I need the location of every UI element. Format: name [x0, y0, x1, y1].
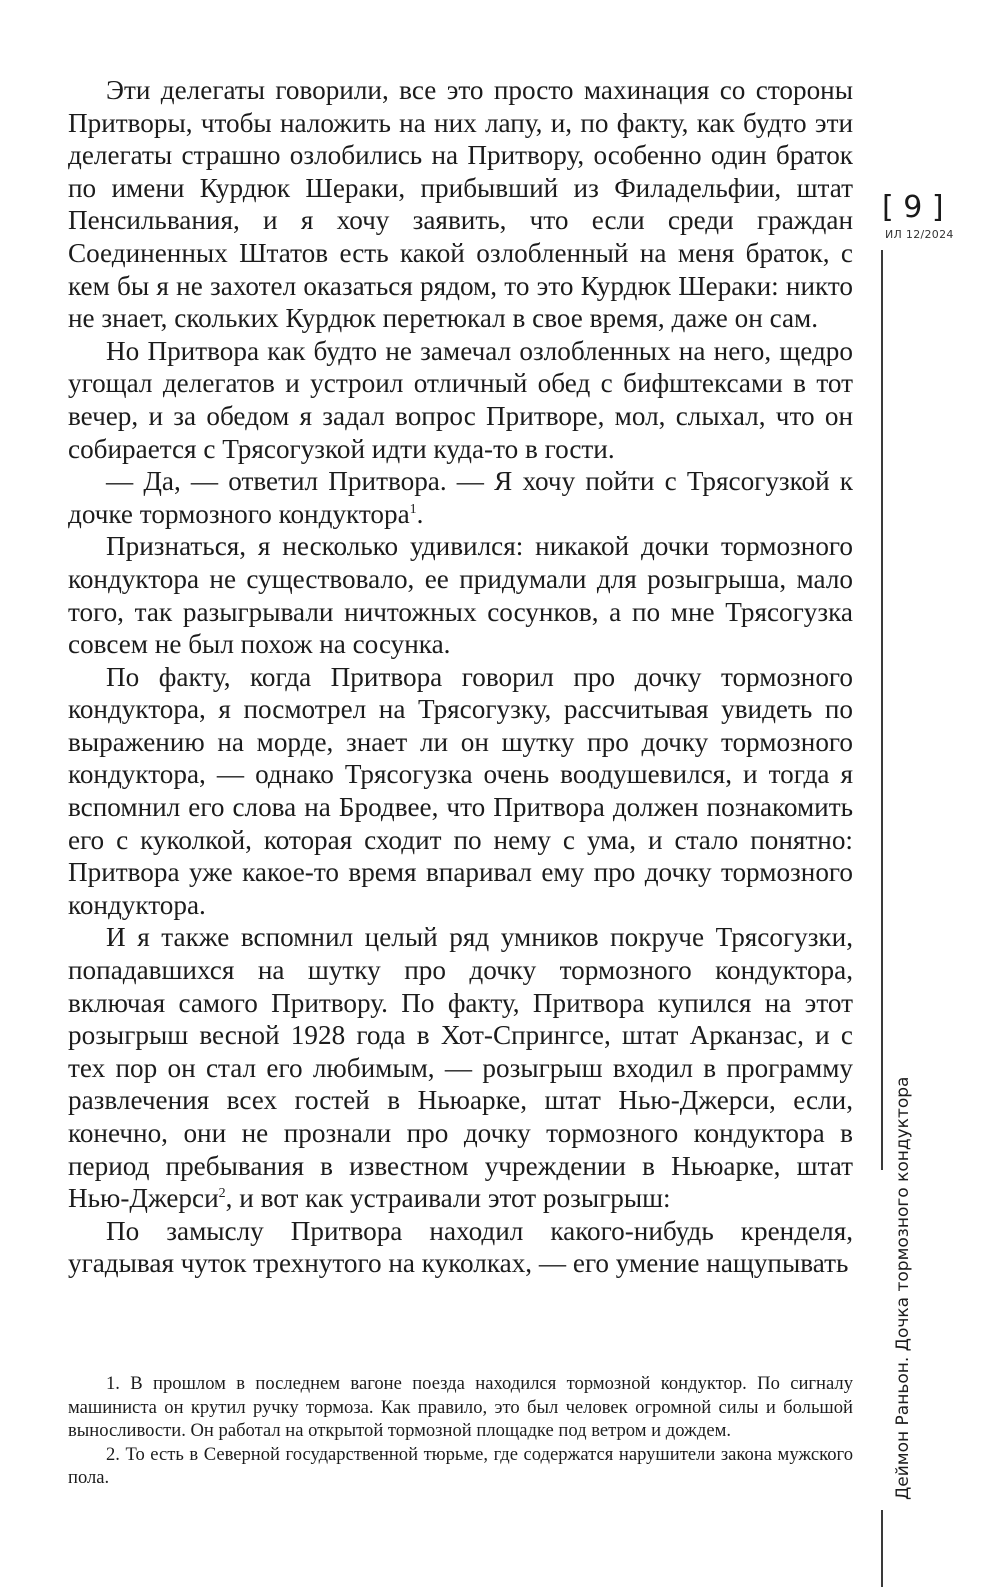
margin-rule — [881, 1510, 883, 1587]
paragraph — [68, 921, 853, 1214]
paragraph-text: — Да, — ответил Притвора. — Я хочу пойти с Трясогузкой к дочке тормозного кондуктора — [68, 466, 853, 529]
footnote-1: 1. В прошлом в последнем вагоне поезда находился тормозной кондуктор. По сигналу машиниста он крутил ручку тормоза. Как правило, это был человек огромной силы и большой выносливости. Он работал на открытой тормозной площадке под ветром и дождем. — [68, 1373, 853, 1442]
paragraph-text-end: . — [416, 498, 424, 529]
footnote-ref-2[interactable]: 2 — [218, 1186, 226, 1202]
footnote-ref-1[interactable]: 1 — [409, 501, 417, 517]
paragraph-text: Эти делегаты говорили, все это просто махинация со стороны Притворы, чтобы наложить на них лапу, и, по факту, как будто эти делегаты страшно озлобились на Притвору, особенно один браток по имени Курдюк Шераки, прибывший из Филадельфии, штат Пенсильвания, и я хочу заявить, что если среди граждан Соединенных Штатов есть какой озлобленный на меня браток, с кем бы я не захотел оказаться рядом, то это Курдюк Шераки: никто не знает, скольких Курдюк перетюкал в свое время, даже он сам. — [68, 75, 853, 334]
paragraph-text: Но Притвора как будто не замечал озлобленных на него, щедро угощал делегатов и устроил отличный обед с бифштексами в тот вечер, и за обедом я задал вопрос Притворе, мол, слыхал, что он собирается с Трясогузкой идти куда-то в гости. — [68, 335, 853, 464]
main-text — [68, 74, 853, 1280]
paragraph-text: И я также вспомнил целый ряд умников покруче Трясогузки, попадавшихся на шутку про дочку тормозного кондуктора, включая самого Притвору. По факту, Притвора купился на этот розыгрыш весной 1928 года в Хот-Спрингсе, штат Арканзас, и с тех пор он стал его любимым, — розыгрыш входил в программу развлечения всех гостей в Ньюарке, штат Нью-Джерси, если, конечно, они не прознали про дочку тормозного кондуктора в период пребывания в известном учреждении в Ньюарке, штат Нью-Джерси — [68, 922, 853, 1214]
paragraph — [68, 530, 853, 660]
paragraph-text: Признаться, я несколько удивился: никакой дочки тормозного кондуктора не существовало, ее придумали для розыгрыша, мало того, так разыгрывали ничтожных сосунков, а по мне Трясогузка совсем не был похож на сосунка. — [68, 531, 853, 660]
running-head: Деймон Раньон. Дочка тормозного кондуктора — [893, 1076, 913, 1500]
paragraph-text: По замыслу Притвора находил какого-нибудь кренделя, угадывая чуток трехнутого на куколках, — его умение нащупывать — [68, 1215, 853, 1279]
paragraph-text-end: , и вот как устраивали этот розыгрыш: — [225, 1183, 671, 1214]
paragraph — [68, 465, 853, 530]
paragraph — [68, 74, 853, 335]
page-number: [ 9 ] — [882, 190, 944, 225]
paragraph — [68, 661, 853, 922]
margin-rule — [881, 250, 883, 1170]
issue-label: ИЛ 12/2024 — [885, 228, 954, 241]
footnote-2: 2. То есть в Северной государственной тюрьме, где содержатся нарушители закона мужского пола. — [68, 1443, 853, 1489]
paragraph-text: По факту, когда Притвора говорил про дочку тормозного кондуктора, я посмотрел на Трясогузку, рассчитывая увидеть по выражению на морде, знает ли он шутку про дочку тормозного кондуктора, — однако Трясогузка очень воодушевился, и тогда я вспомнил его слова на Бродвее, что Притвора должен познакомить его с куколкой, которая сходит по нему с ума, и стало понятно: Притвора уже какое-то время впаривал ему про дочку тормозного кондуктора. — [68, 661, 853, 920]
paragraph — [68, 335, 853, 465]
paragraph — [68, 1215, 853, 1280]
footnotes — [68, 1372, 853, 1490]
